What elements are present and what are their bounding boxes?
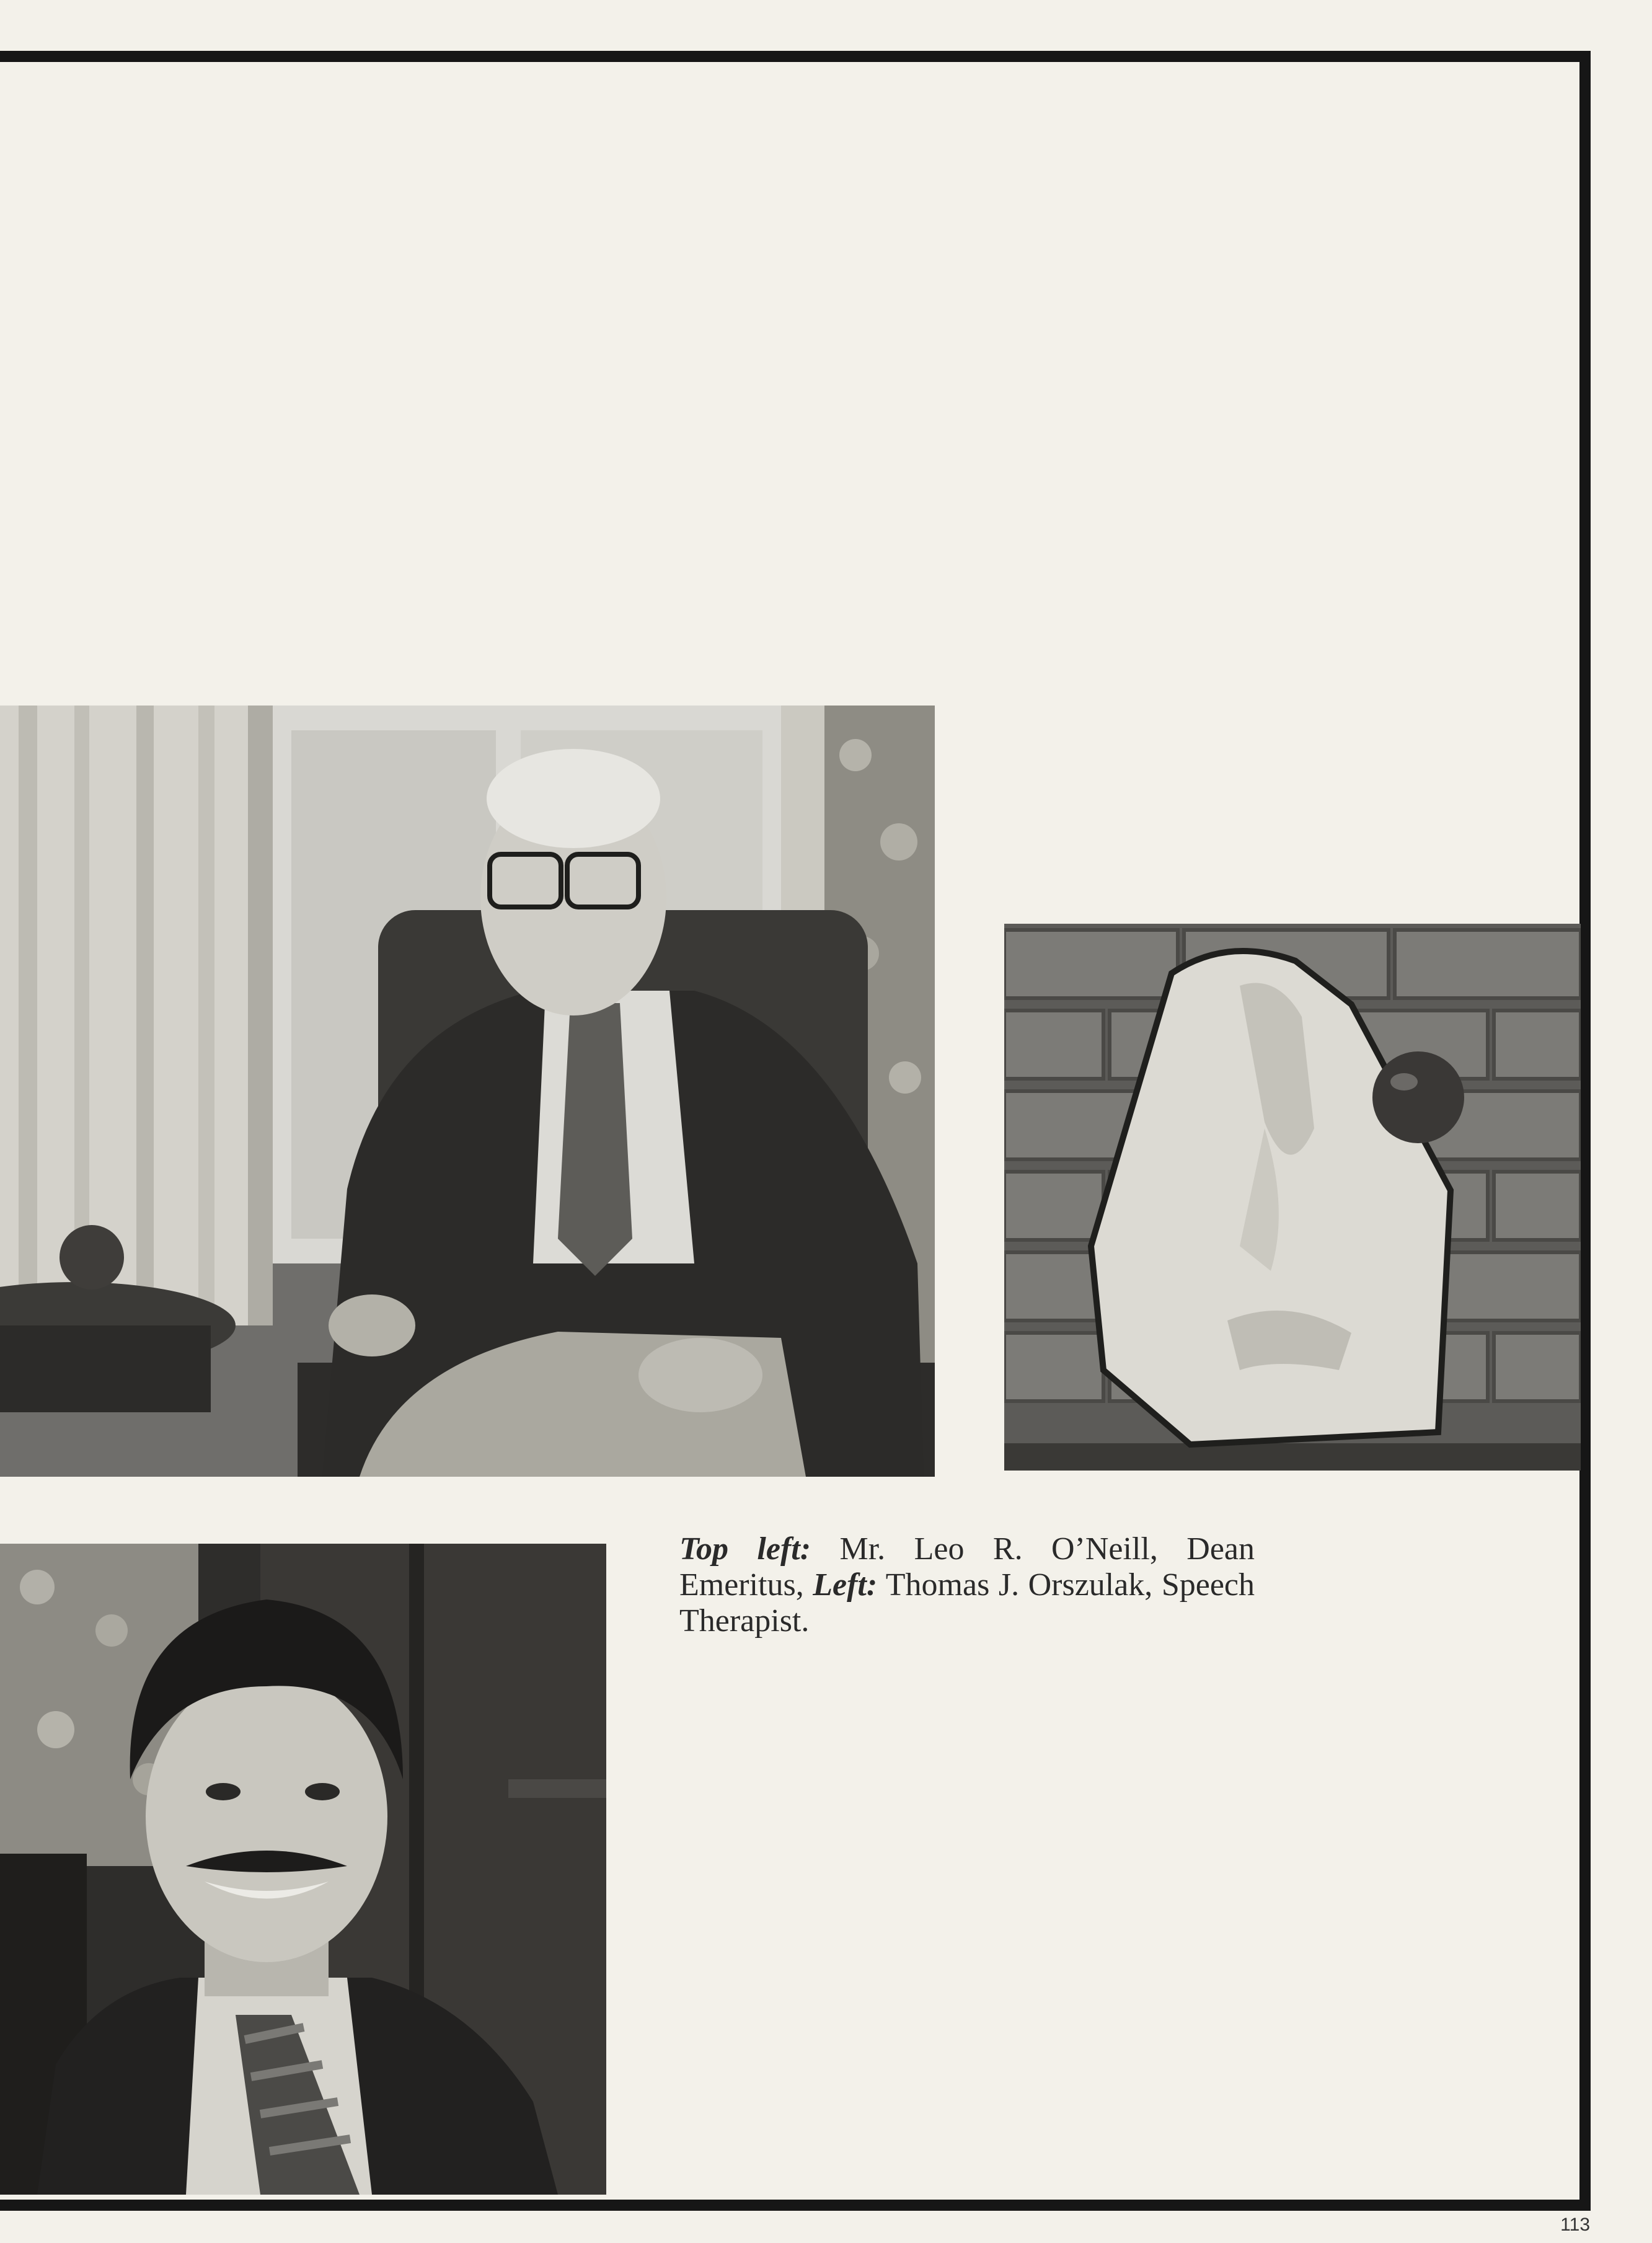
page-border-top bbox=[0, 51, 1591, 62]
caption-label-left: Left: bbox=[813, 1567, 878, 1603]
photo-speech-therapist-image bbox=[0, 1544, 606, 2195]
photo-dean-emeritus bbox=[0, 706, 935, 1477]
photo-sculpture bbox=[1004, 924, 1581, 1471]
photo-speech-therapist bbox=[0, 1544, 606, 2195]
caption-label-top-left: Top left: bbox=[679, 1531, 811, 1567]
caption-text-dean: Mr. Leo R. O’Neill, Dean Emeritus, bbox=[679, 1531, 1255, 1603]
photo-sculpture-image bbox=[1004, 924, 1581, 1471]
page-border-bottom bbox=[0, 2200, 1591, 2211]
photo-dean-emeritus-image bbox=[0, 706, 935, 1477]
caption-text-therapist: Thomas J. Orszulak, Speech Therapist. bbox=[679, 1567, 1255, 1639]
photo-caption bbox=[679, 1531, 1255, 1639]
page-number: 113 bbox=[1560, 2214, 1590, 2235]
page-border-right bbox=[1579, 51, 1591, 2211]
